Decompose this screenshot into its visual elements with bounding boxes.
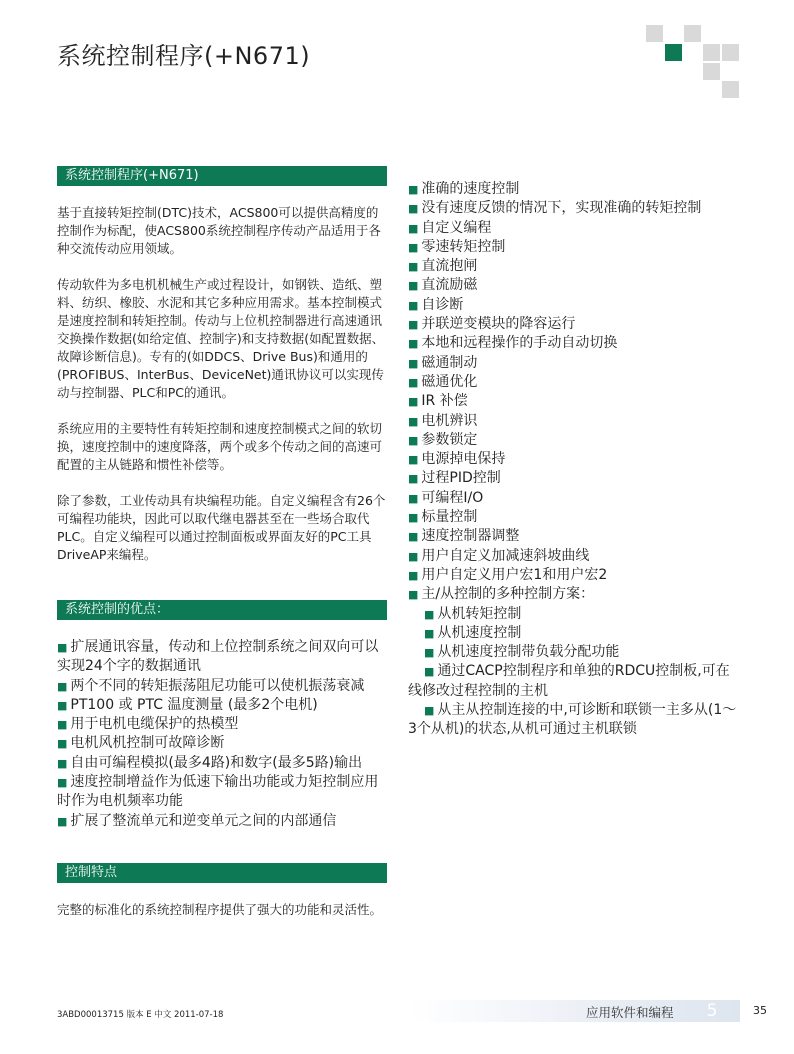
list-item: ■ 可编程I/O	[408, 489, 484, 506]
square-bullet-icon: ■	[424, 665, 435, 679]
intro-paragraph: 基于直接转矩控制(DTC)技术，ACS800可以提供高精度的控制作为标配，使ACS800系统控制程序传动产品适用于各种交流传动应用领域。	[57, 205, 381, 256]
square-bullet-icon: ■	[408, 260, 419, 274]
list-item: ■ 主/从控制的多种控制方案：	[408, 586, 595, 603]
square-bullet-icon: ■	[408, 221, 419, 235]
square-bullet-icon: ■	[408, 511, 419, 525]
square-bullet-icon: ■	[408, 240, 419, 254]
square-bullet-icon: ■	[408, 491, 419, 505]
features-paragraph: 系统应用的主要特性有转矩控制和速度控制模式之间的软切换，速度控制中的速度降落，两个或多个传动之间的高速可配置的主从链路和惯性补偿等。	[57, 421, 383, 472]
square-bullet-icon: ■	[57, 776, 68, 790]
deco-square	[646, 25, 663, 42]
square-bullet-icon: ■	[424, 607, 435, 621]
list-item: ■ 电源掉电保持	[408, 451, 506, 468]
page-title: 系统控制程序(+N671)	[57, 42, 311, 70]
footer-section-label: 应用软件和编程	[586, 1005, 674, 1020]
square-bullet-icon: ■	[408, 318, 419, 332]
list-item: ■ 没有速度反馈的情况下，实现准确的转矩控制	[408, 200, 702, 217]
list-item: ■ 用于电机电缆保护的热模型	[57, 716, 239, 733]
list-item: ■ 磁通优化	[408, 373, 478, 390]
square-bullet-icon: ■	[408, 337, 419, 351]
list-item: ■ 过程PID控制	[408, 470, 501, 487]
square-bullet-icon: ■	[57, 737, 68, 751]
square-bullet-icon: ■	[408, 183, 419, 196]
square-bullet-icon: ■	[408, 588, 419, 602]
square-bullet-icon: ■	[408, 472, 419, 486]
square-bullet-icon: ■	[57, 814, 68, 828]
list-item: ■ 本地和远程操作的手动自动切换	[408, 335, 618, 352]
square-bullet-icon: ■	[408, 549, 419, 563]
square-bullet-icon: ■	[408, 375, 419, 389]
footer-chapter-number: 5	[706, 1001, 718, 1021]
square-bullet-icon: ■	[408, 395, 419, 409]
list-item: ■ 速度控制器调整	[408, 528, 520, 545]
section-heading-advantages: 系统控制的优点：	[57, 600, 387, 620]
list-item: ■ 用户自定义加减速斜坡曲线	[408, 547, 590, 564]
list-item: ■ 自定义编程	[408, 219, 492, 236]
square-bullet-icon: ■	[408, 530, 419, 544]
left-column	[57, 166, 387, 919]
sub-list-item: ■ 从机速度控制带负载分配功能	[424, 644, 620, 661]
list-item: ■ 并联逆变模块的降容运行	[408, 316, 576, 333]
control-features-paragraph: 完整的标准化的系统控制程序提供了强大的功能和灵活性。	[57, 901, 383, 917]
list-item: ■ 磁通制动	[408, 354, 478, 371]
footer-document-code: 3ABD00013715 版本 E 中文 2011-07-18	[57, 1010, 224, 1020]
adaptive-programming-paragraph: 除了参数，工业传动具有块编程功能。自定义编程含有26个可编程功能块，因此可以取代继电器甚至在一些场合取代PLC。自定义编程可以通过控制面板或界面友好的PC工具DriveAP来编程。	[57, 493, 386, 562]
footer-band	[410, 1000, 740, 1022]
advantages-list	[57, 638, 387, 831]
deco-square-green	[665, 44, 682, 61]
square-bullet-icon: ■	[408, 298, 419, 312]
list-item: ■ 准确的速度控制	[408, 181, 520, 197]
section-heading-system-control: 系统控制程序(+N671)	[57, 166, 387, 186]
list-item: ■ 电机辨识	[408, 412, 478, 429]
square-bullet-icon: ■	[57, 679, 68, 693]
square-bullet-icon: ■	[424, 704, 435, 718]
software-paragraph: 传动软件为多电机机械生产或过程设计，如钢铁、造纸、塑料、纺织、橡胶、水泥和其它多种应用需求。基本控制模式是速度控制和转矩控制。传动与上位机控制器进行高速通讯交换操作数据(如给定值、控制字)和支持数据(如配置数据、故障诊断信息)。专有的(如DDCS、Drive Bus)和通用的(PROFIBUS、InterBus、DeviceNet)通讯协议可以实现传动与控制器、PLC和PC的通讯。	[57, 277, 385, 400]
features-list	[408, 180, 738, 740]
right-column	[408, 180, 738, 740]
list-item: ■ 扩展通讯容量，传动和上位控制系统之间双向可以实现24个字的数据通讯	[57, 639, 379, 675]
square-bullet-icon: ■	[408, 414, 419, 428]
list-item: ■ 自诊断	[408, 296, 464, 313]
deco-square	[703, 63, 720, 80]
square-bullet-icon: ■	[408, 356, 419, 370]
list-item: ■ 电机风机控制可故障诊断	[57, 735, 225, 752]
square-bullet-icon: ■	[57, 756, 68, 770]
square-bullet-icon: ■	[57, 698, 68, 712]
list-item: ■ 直流励磁	[408, 277, 478, 294]
list-item: ■ 用户自定义用户宏1和用户宏2	[408, 566, 608, 583]
list-item: ■ 直流抱闸	[408, 258, 478, 275]
deco-square	[684, 25, 701, 42]
square-bullet-icon: ■	[408, 279, 419, 293]
page-number: 35	[753, 1004, 767, 1017]
list-item: ■ IR 补偿	[408, 393, 468, 410]
list-item: ■ 标量控制	[408, 509, 478, 526]
square-bullet-icon: ■	[57, 641, 68, 654]
square-bullet-icon: ■	[424, 626, 435, 640]
list-item: ■ 自由可编程模拟(最多4路)和数字(最多5路)输出	[57, 754, 363, 771]
cacp-item: ■ 通过CACP控制程序和单独的RDCU控制板,可在线修改过程控制的主机	[408, 663, 730, 699]
list-item: ■ 参数锁定	[408, 431, 478, 448]
deco-square	[722, 44, 739, 61]
deco-square	[722, 81, 739, 98]
sub-list-item: ■ 从机速度控制	[424, 624, 522, 641]
section-heading-control-features: 控制特点	[57, 863, 387, 883]
list-item: ■ 两个不同的转矩振荡阻尼功能可以使机振荡衰减	[57, 677, 365, 694]
square-bullet-icon: ■	[408, 433, 419, 447]
sub-list-item: ■ 从机转矩控制	[424, 605, 522, 622]
list-item: ■ 扩展了整流单元和逆变单元之间的内部通信	[57, 812, 337, 829]
square-bullet-icon: ■	[424, 646, 435, 660]
square-bullet-icon: ■	[408, 453, 419, 467]
list-item: ■ 速度控制增益作为低速下输出功能或力矩控制应用时作为电机频率功能	[57, 774, 379, 810]
square-bullet-icon: ■	[408, 202, 419, 216]
deco-square	[703, 44, 720, 61]
list-item: ■ PT100 或 PTC 温度测量 (最多2个电机)	[57, 696, 318, 713]
square-bullet-icon: ■	[57, 718, 68, 732]
master-follower-item: ■ 从主从控制连接的中,可诊断和联锁一主多从(1～3个从机)的状态,从机可通过主机联锁	[408, 702, 737, 738]
square-bullet-icon: ■	[408, 568, 419, 582]
list-item: ■ 零速转矩控制	[408, 238, 506, 255]
